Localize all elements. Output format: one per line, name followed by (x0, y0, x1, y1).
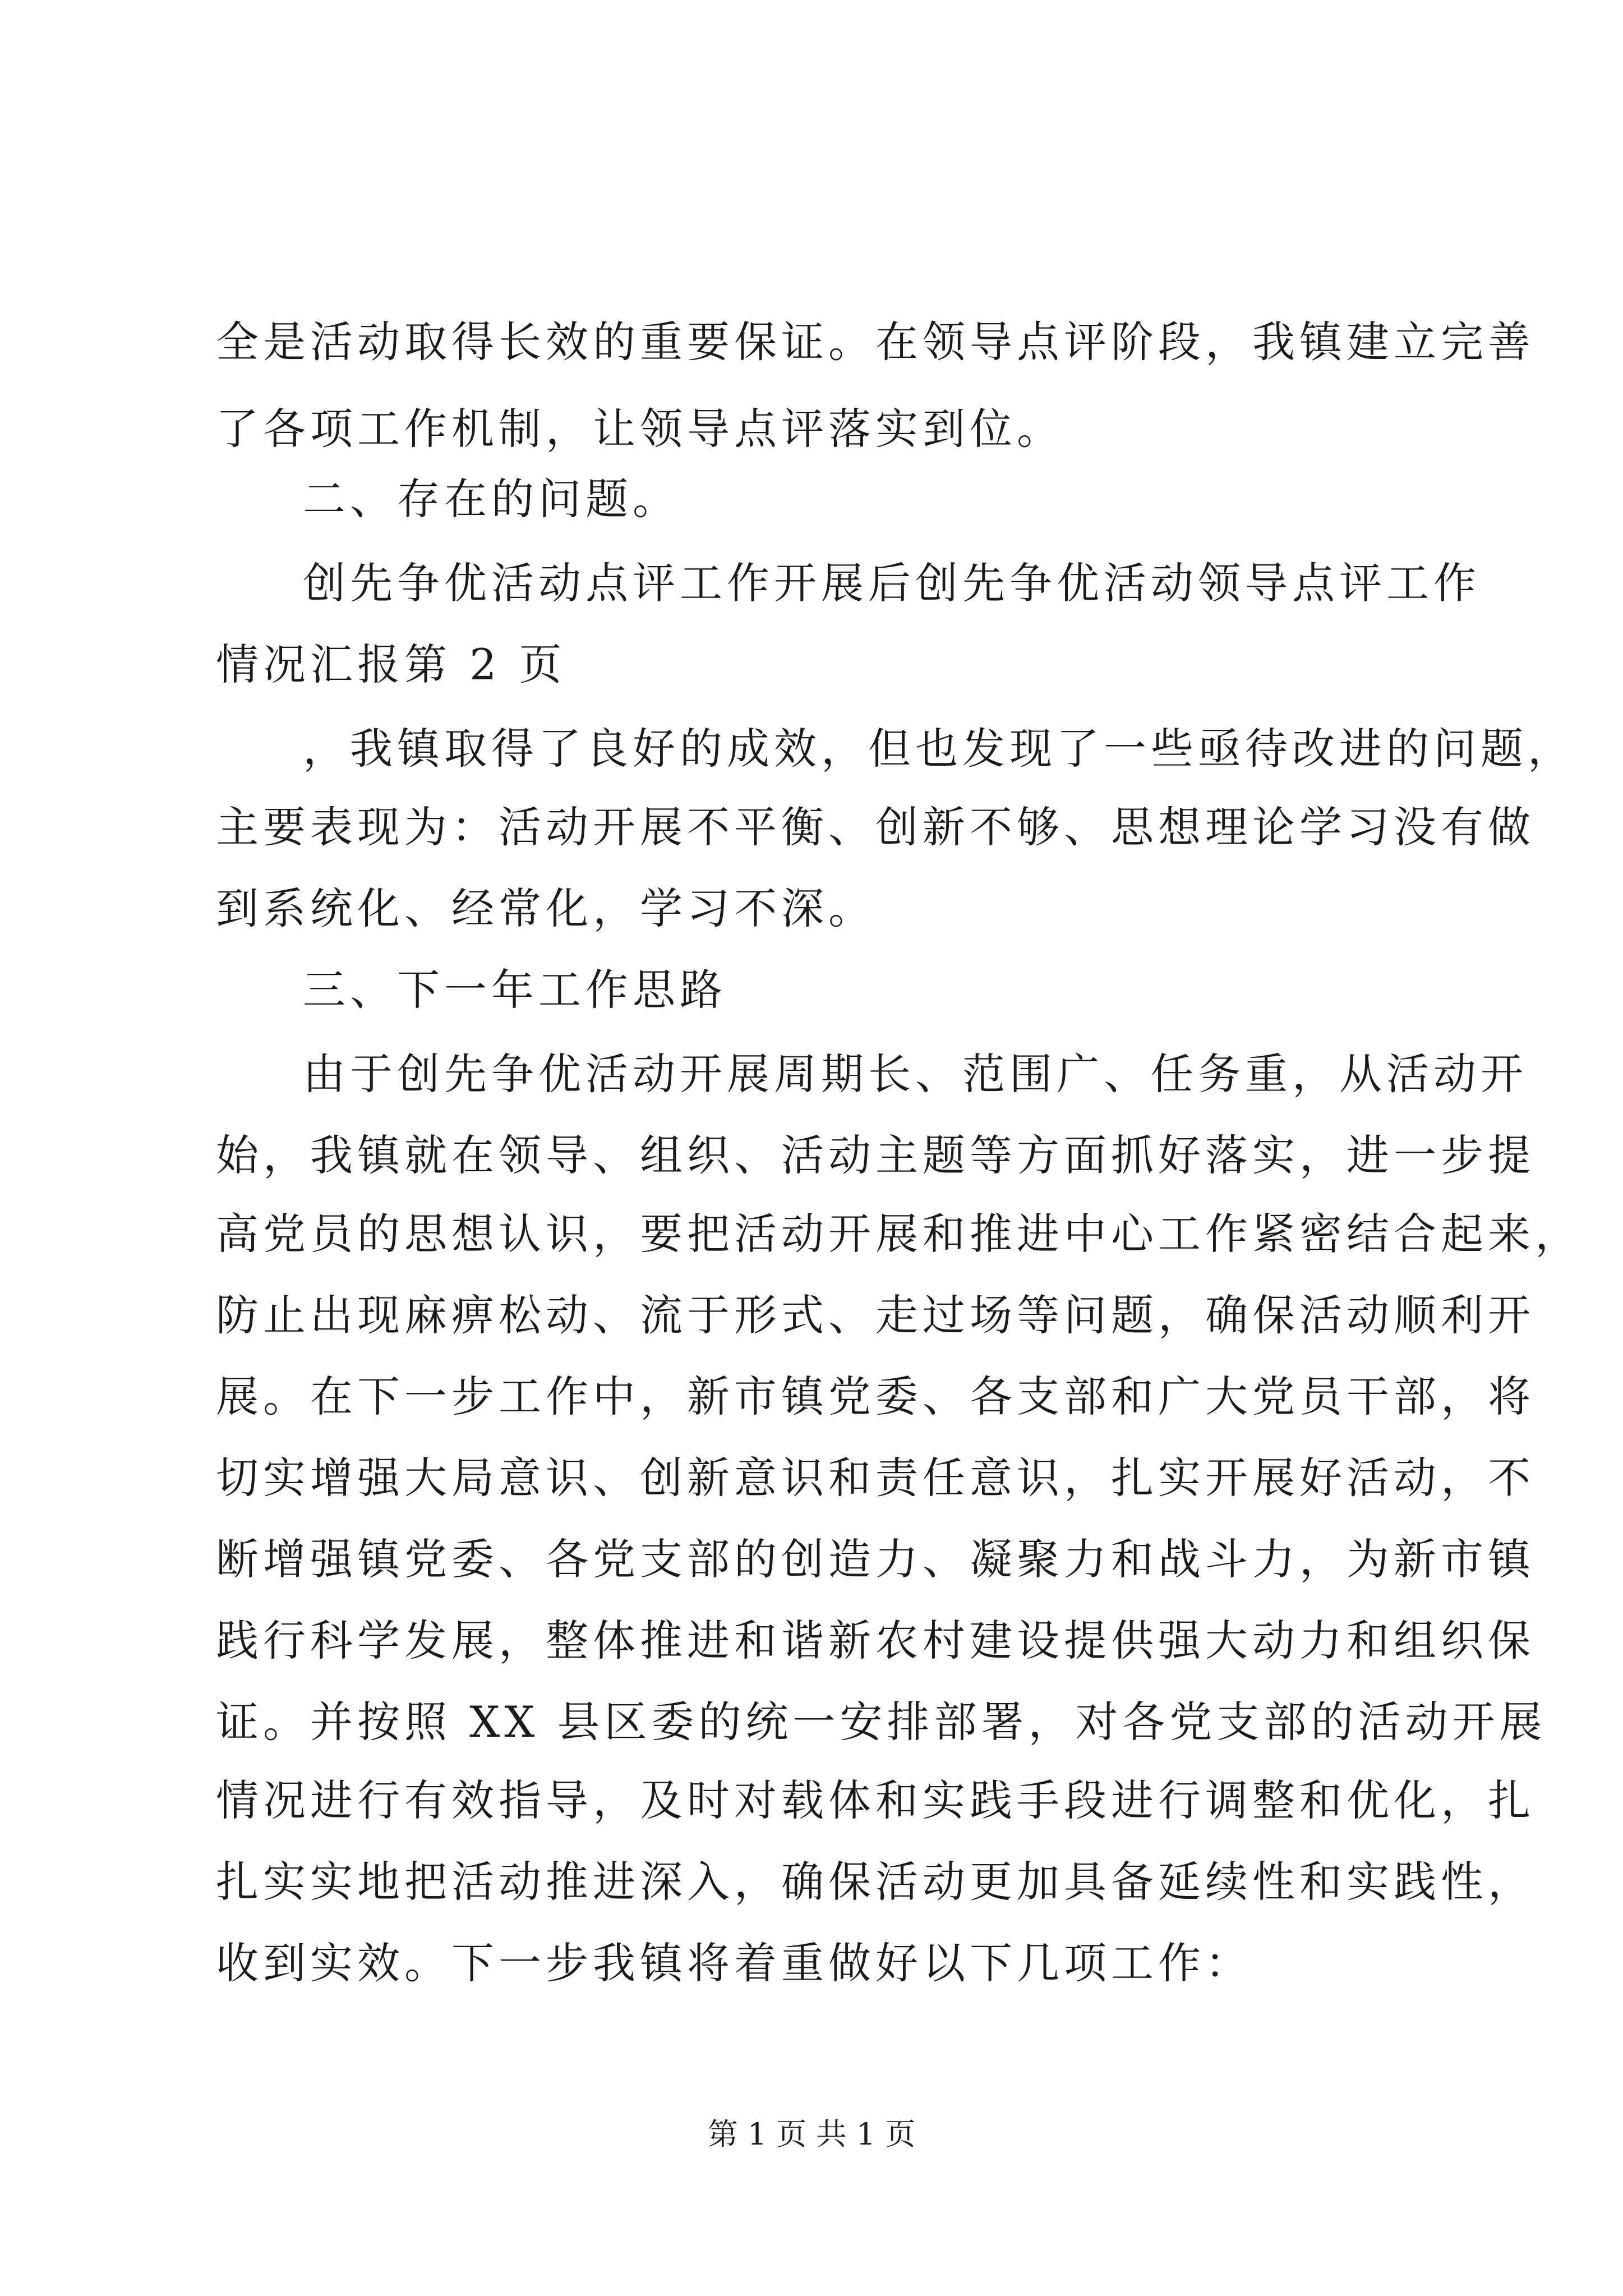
text-line: 了各项工作机制，让领导点评落实到位。 (216, 404, 1064, 454)
text-line: 始，我镇就在领导、组织、活动主题等方面抓好落实，进一步提 (216, 1130, 1535, 1180)
text-line: 践行科学发展，整体推进和谐新农村建设提供强大动力和组织保 (216, 1616, 1535, 1665)
text-line: 到系统化、经常化，学习不深。 (216, 884, 875, 933)
text-line: 切实增强大局意识、创新意识和责任意识，扎实开展好活动，不 (216, 1453, 1535, 1503)
section-heading: 二、存在的问题。 (303, 474, 680, 524)
text-line: ，我镇取得了良好的成效，但也发现了一些亟待改进的问题， (303, 724, 1575, 774)
text-line: 收到实效。下一步我镇将着重做好以下几项工作： (216, 1938, 1252, 1988)
text-line: 高党员的思想认识，要把活动开展和推进中心工作紧密结合起来， (216, 1209, 1582, 1259)
text-line: 主要表现为：活动开展不平衡、创新不够、思想理论学习没有做 (216, 802, 1535, 852)
text-line: 断增强镇党委、各党支部的创造力、凝聚力和战斗力，为新市镇 (216, 1534, 1535, 1584)
text-line: 展。在下一步工作中，新市镇党委、各支部和广大党员干部，将 (216, 1372, 1535, 1421)
text-line: 创先争优活动点评工作开展后创先争优活动领导点评工作 (303, 558, 1481, 608)
text-line: 全是活动取得长效的重要保证。在领导点评阶段，我镇建立完善 (216, 317, 1535, 367)
text-line: 情况汇报第 2 页 (216, 639, 566, 689)
text-line: 防止出现麻痹松动、流于形式、走过场等问题，确保活动顺利开 (216, 1290, 1535, 1340)
section-heading: 三、下一年工作思路 (303, 965, 727, 1015)
text-line: 由于创先争优活动开展周期长、范围广、任务重，从活动开 (303, 1049, 1528, 1099)
page-footer: 第 1 页 共 1 页 (707, 2116, 916, 2152)
text-line: 扎实实地把活动推进深入，确保活动更加具备延续性和实践性， (216, 1857, 1535, 1907)
text-line: 证。并按照 XX 县区委的统一安排部署，对各党支部的活动开展 (216, 1697, 1547, 1747)
text-line: 情况进行有效指导，及时对载体和实践手段进行调整和优化，扎 (216, 1775, 1535, 1825)
